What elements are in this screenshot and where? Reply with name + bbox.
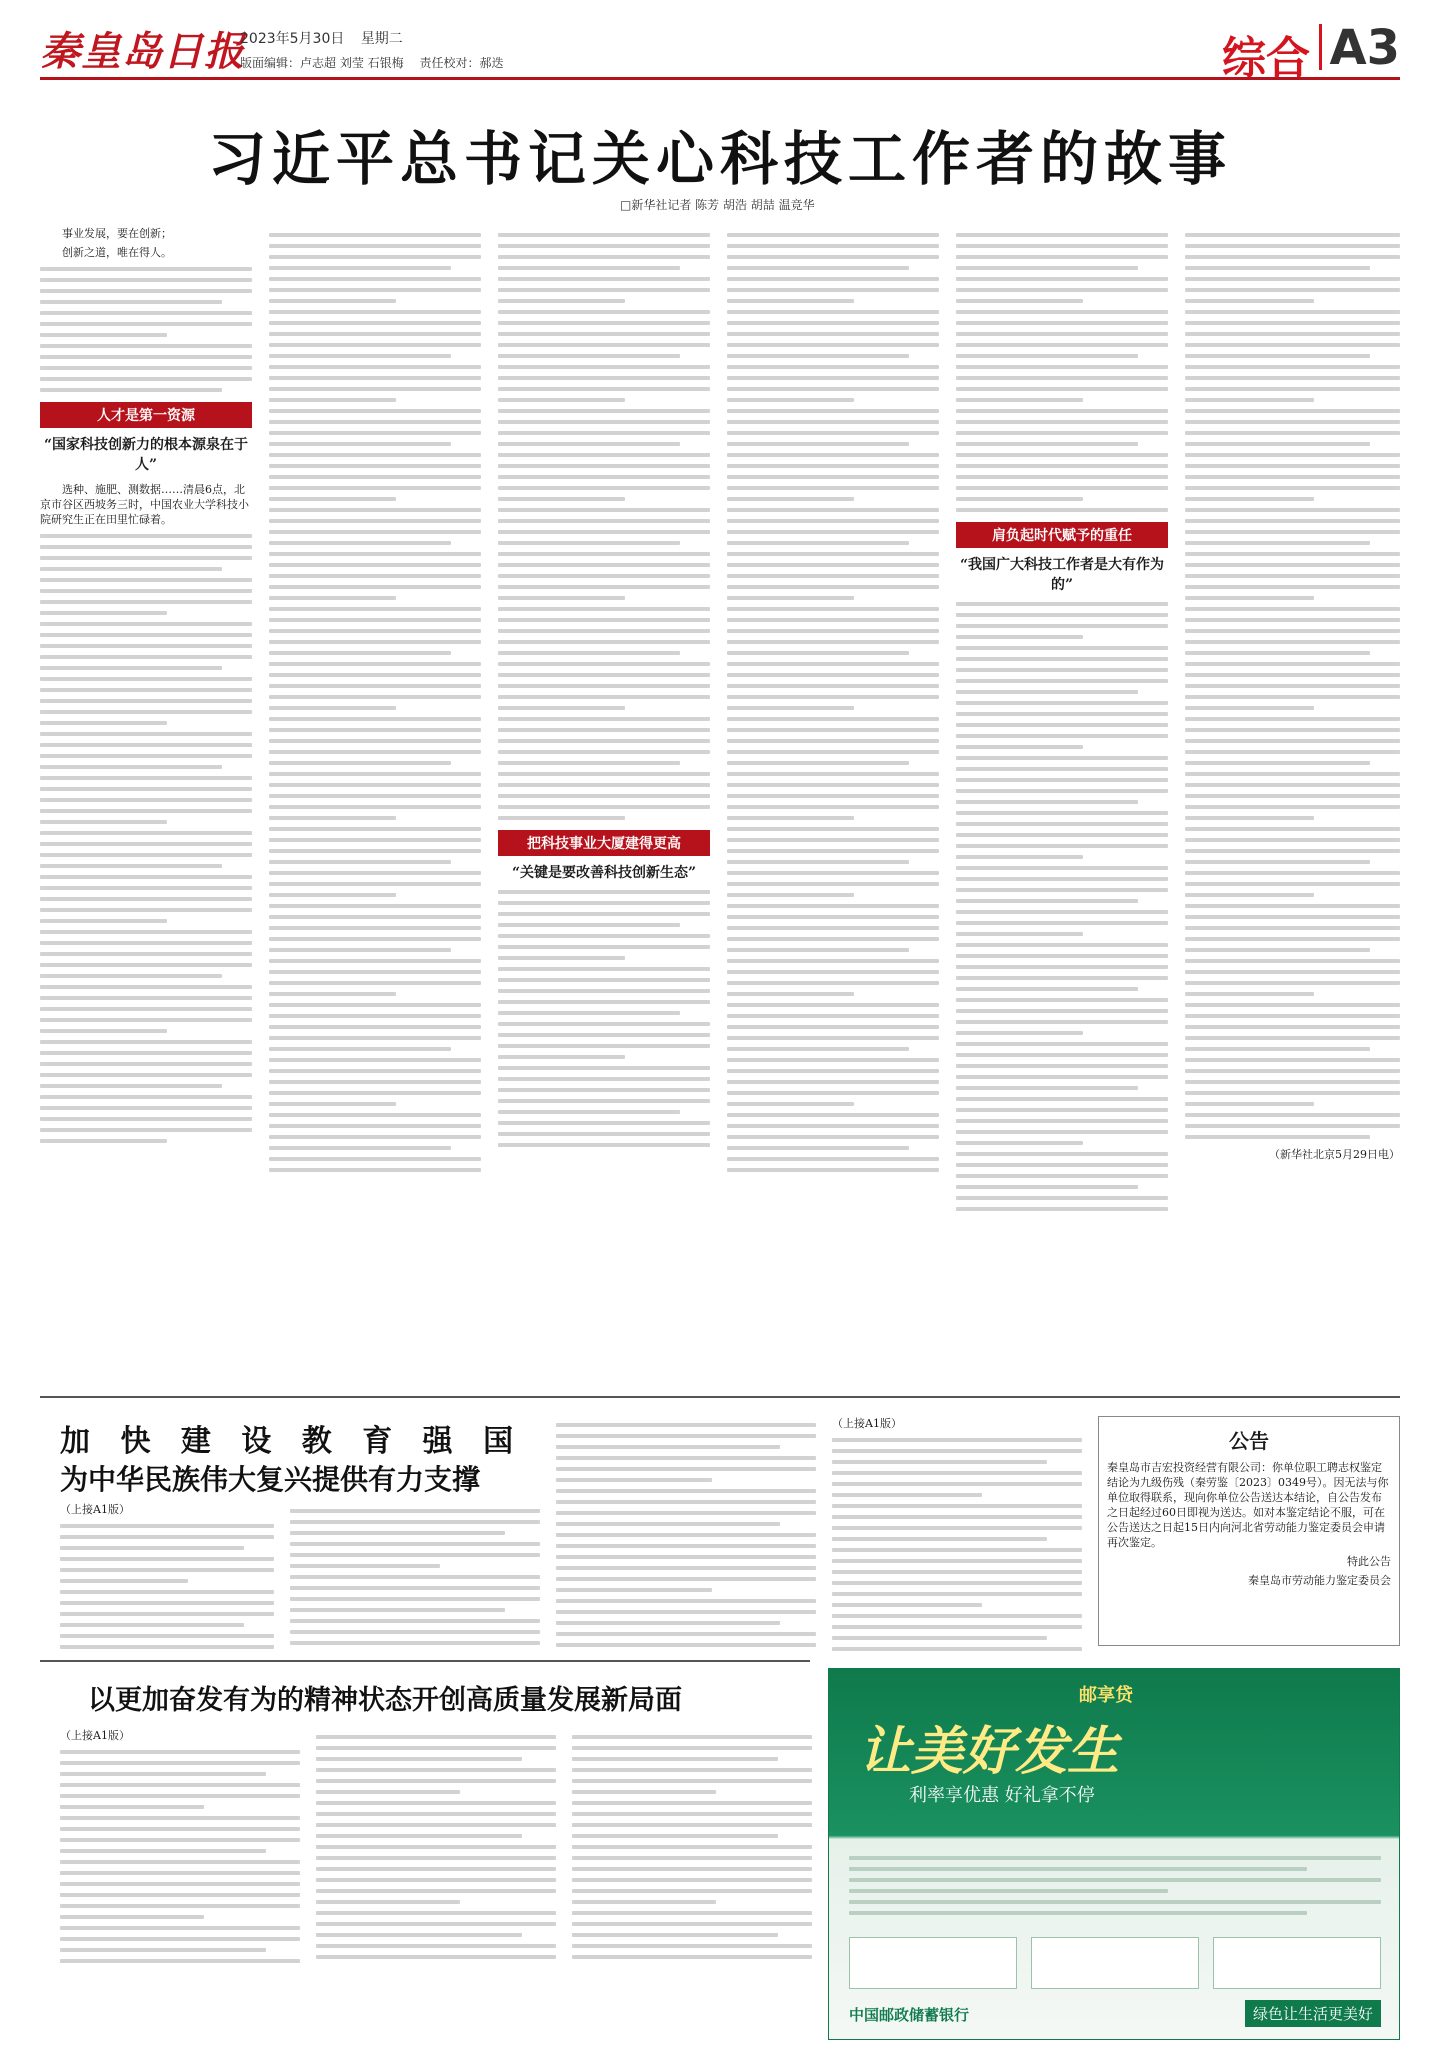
column-1 bbox=[40, 226, 252, 1380]
notice-body: 秦皇岛市吉宏投资经营有限公司：你单位职工聘志权鉴定结论为九级伤残（秦劳鉴〔2023〕0349号）。因无法与你单位取得联系，现向你单位公告送达本结论，自公告发布之日起经过60日即视为送达。如对本鉴定结论不服，可在公告送达之日起15日内向河北省劳动能力鉴定委员会申请再次鉴定。 bbox=[1107, 1461, 1389, 1549]
issue-meta bbox=[240, 28, 515, 71]
green-tagline: 绿色让生活更美好 bbox=[1245, 2000, 1381, 2027]
paragraph: 选种、施肥、测数据……清晨6点，北京市谷区西坡务三时，中国农业大学科技小院研究生正在田里忙碌着。 bbox=[40, 483, 249, 526]
public-notice bbox=[1098, 1416, 1400, 1646]
newspaper-logo: 秦皇岛日报 bbox=[40, 28, 245, 75]
section-bar-2: 把科技事业大厦建得更高 bbox=[498, 830, 710, 856]
lead-article-body bbox=[40, 226, 1400, 1380]
section-divider bbox=[40, 1396, 1400, 1398]
lead-byline: □新华社记者 陈芳 胡浩 胡喆 温竞华 bbox=[620, 198, 815, 212]
section-bar-3: 肩负起时代赋予的重任 bbox=[956, 522, 1168, 548]
ad-body-text bbox=[849, 1849, 1381, 1922]
ad-feature-box bbox=[1213, 1937, 1381, 1989]
intro-line: 创新之道，唯在得人。 bbox=[62, 246, 172, 259]
section-subhead-1: “国家科技创新力的根本源泉在于人” bbox=[43, 437, 249, 473]
issue-weekday: 星期二 bbox=[360, 31, 403, 47]
ad-product-tag: 邮享贷 bbox=[1079, 1685, 1133, 1706]
section-bar-1: 人才是第一资源 bbox=[40, 402, 252, 428]
column-6 bbox=[1185, 226, 1400, 1380]
continued-from: （上接A1版） bbox=[832, 1417, 902, 1430]
story2-title: 以更加奋发有为的精神状态开创高质量发展新局面 bbox=[88, 1685, 682, 1716]
bank-advertisement bbox=[828, 1668, 1400, 2040]
story2-column-2 bbox=[316, 1728, 556, 2038]
page-number: A3 bbox=[1329, 20, 1400, 76]
story1-continued: （上接A1版） bbox=[60, 1503, 130, 1516]
lead-headline: 习近平总书记关心科技工作者的故事 bbox=[207, 125, 1232, 193]
column-5 bbox=[956, 226, 1168, 1380]
page-proofreader: 责任校对：郝迭 bbox=[419, 56, 504, 70]
column-3 bbox=[498, 226, 710, 1380]
page-editors: 版面编辑：卢志超 刘莹 石银梅 bbox=[240, 56, 404, 70]
notice-org: 秦皇岛市劳动能力鉴定委员会 bbox=[1248, 1574, 1391, 1587]
bank-logo-text: 中国邮政储蓄银行 bbox=[849, 2006, 970, 2024]
ad-feature-box bbox=[1031, 1937, 1199, 1989]
section-divider bbox=[40, 1660, 810, 1662]
story1-column-3 bbox=[556, 1416, 816, 1652]
story1-column-2 bbox=[290, 1502, 540, 1652]
story1-column-1 bbox=[60, 1502, 274, 1652]
ad-slogan: 让美好发生 bbox=[859, 1722, 1120, 1782]
section-separator bbox=[1319, 24, 1322, 70]
intro-line: 事业发展，要在创新； bbox=[62, 227, 172, 240]
section-name: 综合 bbox=[1222, 33, 1310, 84]
column-2 bbox=[269, 226, 481, 1380]
article-credit: （新华社北京5月29日电） bbox=[1269, 1148, 1400, 1161]
story2-column-1 bbox=[60, 1728, 300, 2038]
notice-sign: 特此公告 bbox=[1347, 1555, 1391, 1568]
story1-title-2: 为中华民族伟大复兴提供有力支撑 bbox=[60, 1463, 481, 1496]
section-subhead-3: “我国广大科技工作者是大有作为的” bbox=[959, 557, 1165, 593]
ad-feature-boxes bbox=[849, 1937, 1381, 1989]
issue-date: 2023年5月30日 bbox=[240, 31, 345, 47]
section-subhead-2: “关键是要改善科技创新生态” bbox=[511, 865, 697, 881]
story2-column-3 bbox=[572, 1728, 812, 2038]
notice-title: 公告 bbox=[1229, 1429, 1269, 1453]
masthead bbox=[40, 16, 1400, 84]
column-4 bbox=[727, 226, 939, 1380]
story1-title-1: 加 快 建 设 教 育 强 国 bbox=[60, 1424, 524, 1459]
ad-subtitle: 利率享优惠 好礼拿不停 bbox=[909, 1785, 1095, 1806]
story2-continued: （上接A1版） bbox=[60, 1729, 130, 1742]
continued-article bbox=[832, 1416, 1082, 1652]
ad-feature-box bbox=[849, 1937, 1017, 1989]
